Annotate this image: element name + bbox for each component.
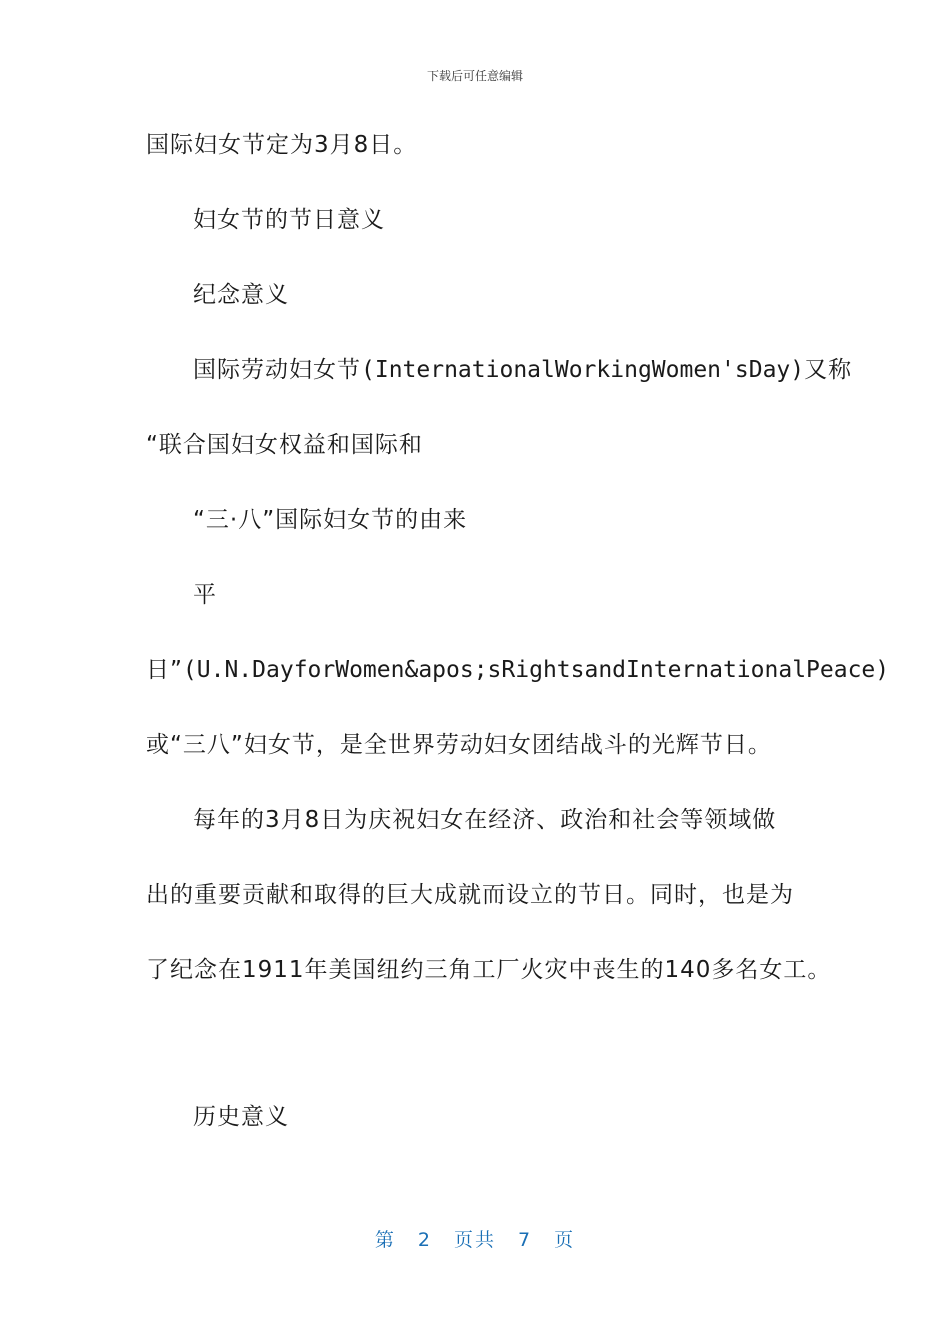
paragraph-line: “联合国妇女权益和国际和 bbox=[146, 432, 423, 458]
paragraph-line bbox=[193, 355, 852, 385]
paragraph-line: “三·八”国际妇女节的由来 bbox=[193, 507, 468, 533]
text-segment-latin: (InternationalWorkingWomen'sDay) bbox=[361, 357, 805, 383]
page-label-mid: 页共 bbox=[453, 1229, 496, 1251]
paragraph-line: 国际妇女节定为3月8日。 bbox=[146, 132, 418, 158]
page-footer bbox=[0, 1225, 950, 1252]
header-note: 下载后可任意编辑 bbox=[426, 69, 523, 83]
text-segment: 又称 bbox=[804, 357, 853, 383]
paragraph-line: 平 bbox=[193, 582, 217, 608]
total-pages-number: 7 bbox=[518, 1229, 533, 1251]
text-segment: 日” bbox=[146, 657, 183, 683]
section-heading: 妇女节的节日意义 bbox=[193, 207, 385, 233]
current-page-number: 2 bbox=[417, 1229, 432, 1251]
page-label-suffix: 页 bbox=[554, 1229, 576, 1251]
text-segment-latin: (U.N.DayforWomen&apos;sRightsandInternationalPeace) bbox=[182, 657, 890, 683]
paragraph-line bbox=[146, 655, 889, 685]
page-label-prefix: 第 bbox=[374, 1229, 396, 1251]
paragraph-line: 每年的3月8日为庆祝妇女在经济、政治和社会等领域做 bbox=[193, 807, 777, 833]
text-segment: 国际劳动妇女节 bbox=[193, 357, 361, 383]
subsection-heading: 历史意义 bbox=[193, 1104, 289, 1130]
paragraph-line: 或“三八”妇女节，是全世界劳动妇女团结战斗的光辉节日。 bbox=[146, 732, 772, 758]
subsection-heading: 纪念意义 bbox=[193, 282, 289, 308]
paragraph-line: 出的重要贡献和取得的巨大成就而设立的节日。同时，也是为 bbox=[146, 882, 794, 908]
paragraph-line: 了纪念在1911年美国纽约三角工厂火灾中丧生的140多名女工。 bbox=[146, 957, 832, 983]
